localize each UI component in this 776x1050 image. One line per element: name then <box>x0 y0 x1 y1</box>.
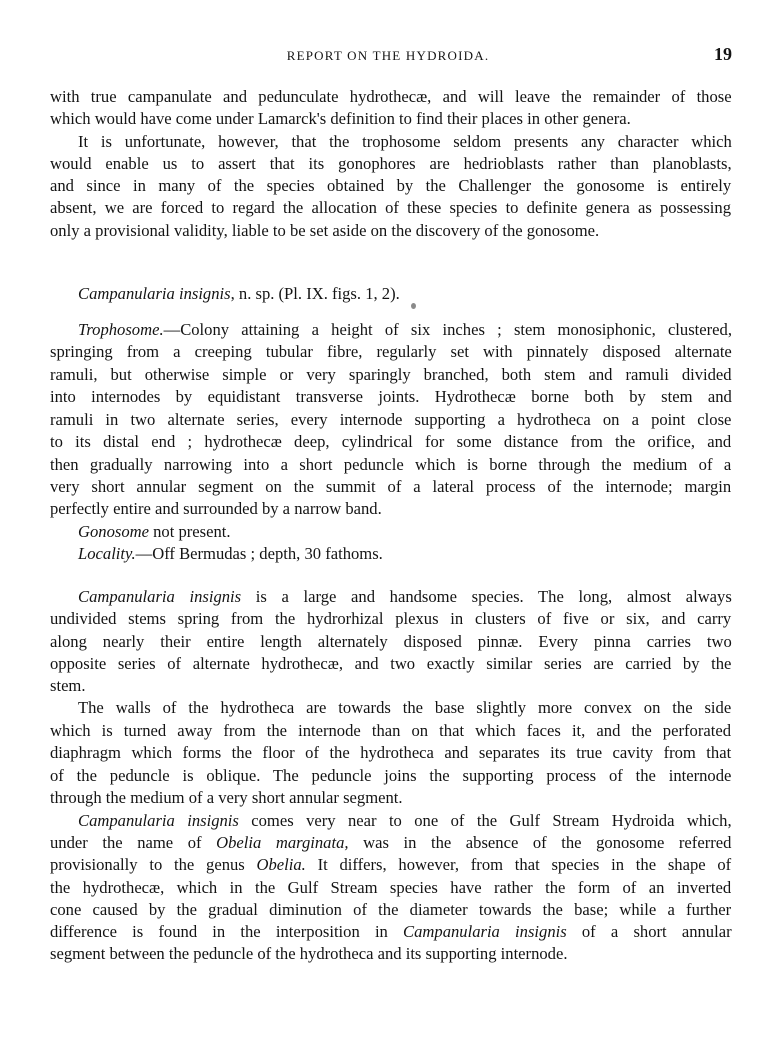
text-line: and since in many of the species obtained by the Challenger the gonosome is entirely <box>50 176 732 195</box>
species-name: Campanularia insignis <box>78 284 231 303</box>
species-name: Campanularia insignis <box>78 587 242 606</box>
text-line: cone caused by the gradual diminution of the diameter towards the base; while a further <box>50 900 732 919</box>
text-line: segment between the peduncle of the hydrotheca and its supporting internode. <box>50 944 568 963</box>
text-line: along nearly their entire length alternately disposed pinnæ. Every pinna carries two <box>50 632 732 651</box>
text-span: It differs, however, from that species in the shape of <box>305 855 732 874</box>
species-reference: , n. sp. (Pl. IX. figs. 1, 2). <box>230 284 400 303</box>
text-line <box>50 921 734 943</box>
text-span: of a short annular <box>566 922 732 941</box>
text-line: opposite series of alternate hydrothecæ, and two exactly similar series are carried by the <box>50 654 732 673</box>
text-line: very short annular segment on the summit of a lateral process of the internode; margin <box>50 477 732 496</box>
text-line: It is unfortunate, however, that the trophosome seldom presents any character which <box>78 132 732 151</box>
page-header <box>0 44 776 68</box>
text-line <box>78 586 734 608</box>
species-heading <box>78 283 734 305</box>
text-line <box>50 832 734 854</box>
text-line: stem. <box>50 676 86 695</box>
running-head: REPORT ON THE HYDROIDA. <box>286 48 490 63</box>
text-line <box>50 854 734 876</box>
text-line: the hydrothecæ, which in the Gulf Stream species have rather the form of an inverted <box>50 878 732 897</box>
text-line: only a provisional validity, liable to be set aside on the discovery of the gonosome. <box>50 221 600 240</box>
text-span: not present. <box>148 522 231 541</box>
text-line: through the medium of a very short annular segment. <box>50 788 403 807</box>
genus-name: Obelia. <box>256 855 306 874</box>
text-line: undivided stems spring from the hydrorhizal plexus in clusters of five or six, and carry <box>50 609 732 628</box>
locality-label: Locality. <box>78 544 136 563</box>
text-line: would enable us to assert that its gonophores are hedrioblasts rather than planoblasts, <box>50 154 732 173</box>
text-span: provisionally to the genus <box>50 855 257 874</box>
text-line: springing from a creeping tubular fibre, regularly set with pinnately disposed alternate <box>50 342 732 361</box>
text-line <box>78 810 734 832</box>
text-line: into internodes by equidistant transverse joints. Hydrothecæ borne both by stem and <box>50 387 732 406</box>
text-line: ramuli, but otherwise simple or very sparingly branched, both stem and ramuli divided <box>50 365 732 384</box>
text-span: under the name of <box>50 833 217 852</box>
species-name: Campanularia insignis <box>78 811 239 830</box>
species-name: Obelia marginata, <box>216 833 349 852</box>
trophosome-label: Trophosome. <box>78 320 164 339</box>
text-line: The walls of the hydrotheca are towards the base slightly more convex on the side <box>78 698 732 717</box>
text-line: ramuli in two alternate series, every internode supporting a hydrotheca on a point close <box>50 410 732 429</box>
text-span: was in the absence of the gonosome referred <box>348 833 732 852</box>
text-line: then gradually narrowing into a short peduncle which is borne through the medium of a <box>50 455 732 474</box>
gonosome-line <box>78 521 734 543</box>
text-span: —Colony attaining a height of six inches ; stem monosiphonic, clustered, <box>163 320 732 339</box>
text-line: absent, we are forced to regard the allocation of these species to definite genera as possessing <box>50 198 731 217</box>
text-line: with true campanulate and pedunculate hydrothecæ, and will leave the remainder of those <box>50 87 732 106</box>
text-span: comes very near to one of the Gulf Stream Hydroida which, <box>238 811 732 830</box>
text-span: difference is found in the interposition in <box>50 922 404 941</box>
species-name: Campanularia insignis <box>403 922 567 941</box>
page-number: 19 <box>714 44 732 64</box>
text-line: to its distal end ; hydrothecæ deep, cylindrical for some distance from the orifice, and <box>50 432 732 451</box>
text-span: —Off Bermudas ; depth, 30 fathoms. <box>135 544 383 563</box>
text-line: perfectly entire and surrounded by a narrow band. <box>50 499 382 518</box>
text-line: which is turned away from the internode than on that which faces it, and the perforated <box>50 721 731 740</box>
scan-artifact <box>411 303 416 309</box>
text-line: which would have come under Lamarck's definition to find their places in other genera. <box>50 109 631 128</box>
text-line <box>78 319 734 341</box>
locality-line <box>78 543 734 565</box>
text-line: of the peduncle is oblique. The peduncle joins the supporting process of the internode <box>50 766 732 785</box>
text-line: diaphragm which forms the floor of the hydrotheca and separates its true cavity from that <box>50 743 732 762</box>
gonosome-label: Gonosome <box>78 522 149 541</box>
text-span: is a large and handsome species. The long, almost always <box>241 587 732 606</box>
